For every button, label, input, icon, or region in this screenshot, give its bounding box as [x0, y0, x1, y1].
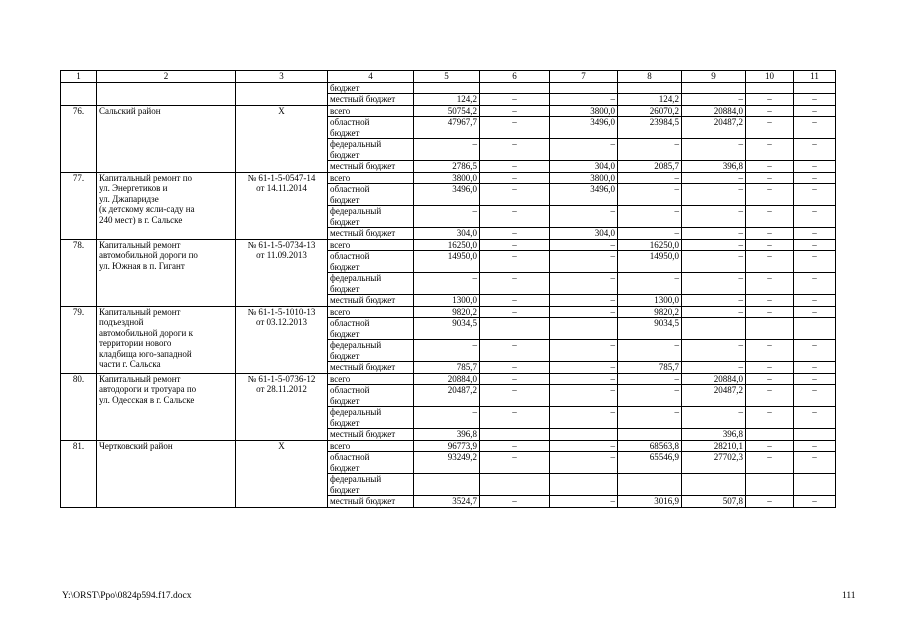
value-cell: 96773,9	[414, 440, 480, 452]
value-cell: 785,7	[618, 362, 682, 374]
funding-source-cell: местный бюджет	[328, 496, 414, 508]
funding-source-cell: областной бюджет	[328, 251, 414, 273]
value-cell: 785,7	[414, 362, 480, 374]
column-number-header: 8	[618, 71, 682, 83]
funding-source-cell: федеральный бюджет	[328, 206, 414, 228]
funding-source-cell: всего	[328, 440, 414, 452]
value-cell: –	[550, 239, 618, 251]
value-cell: –	[480, 161, 550, 173]
value-cell	[682, 474, 746, 496]
value-cell: –	[550, 206, 618, 228]
value-cell: –	[618, 172, 682, 184]
value-cell: –	[682, 206, 746, 228]
value-cell: –	[746, 306, 794, 318]
value-cell: –	[794, 184, 836, 206]
value-cell: 20884,0	[682, 105, 746, 117]
value-cell: 507,8	[682, 496, 746, 508]
object-name-cell: Капитальный ремонт автомобильной дороги по ул. Южная в п. Гигант	[97, 239, 236, 306]
value-cell: –	[550, 295, 618, 307]
value-cell: –	[480, 306, 550, 318]
value-cell: –	[480, 184, 550, 206]
object-name-cell	[97, 82, 236, 105]
object-name-cell: Капитальный ремонт подъездной автомобильной дороги к территории нового кладбища юго-западной части г. Сальска	[97, 306, 236, 373]
value-cell: –	[682, 295, 746, 307]
document-cell: Х	[236, 440, 328, 507]
value-cell: –	[682, 172, 746, 184]
value-cell: –	[550, 407, 618, 429]
value-cell: –	[480, 228, 550, 240]
value-cell: 20487,2	[682, 385, 746, 407]
value-cell: 9034,5	[618, 318, 682, 340]
value-cell: 16250,0	[618, 239, 682, 251]
value-cell: 3496,0	[550, 117, 618, 139]
value-cell: –	[480, 239, 550, 251]
value-cell	[414, 474, 480, 496]
value-cell: –	[550, 251, 618, 273]
value-cell: –	[550, 94, 618, 106]
object-name-cell: Сальский район	[97, 105, 236, 172]
value-cell: –	[550, 273, 618, 295]
value-cell: 68563,8	[618, 440, 682, 452]
column-number-header: 10	[746, 71, 794, 83]
value-cell: –	[682, 340, 746, 362]
value-cell: 14950,0	[414, 251, 480, 273]
value-cell: –	[746, 184, 794, 206]
funding-source-cell: местный бюджет	[328, 362, 414, 374]
value-cell: –	[480, 273, 550, 295]
value-cell: –	[618, 206, 682, 228]
value-cell: –	[746, 251, 794, 273]
value-cell: –	[480, 206, 550, 228]
funding-source-cell: всего	[328, 239, 414, 251]
value-cell: –	[480, 373, 550, 385]
value-cell: –	[550, 452, 618, 474]
table-row	[61, 440, 836, 452]
value-cell	[794, 318, 836, 340]
document-cell	[236, 82, 328, 105]
value-cell: 3016,9	[618, 496, 682, 508]
value-cell: 2085,7	[618, 161, 682, 173]
value-cell: 1300,0	[414, 295, 480, 307]
column-number-header: 7	[550, 71, 618, 83]
value-cell: –	[746, 440, 794, 452]
value-cell: 304,0	[550, 228, 618, 240]
value-cell: –	[794, 161, 836, 173]
value-cell: –	[794, 340, 836, 362]
value-cell: –	[682, 139, 746, 161]
value-cell: 124,2	[414, 94, 480, 106]
value-cell	[480, 474, 550, 496]
value-cell	[746, 474, 794, 496]
object-name-cell: Капитальный ремонт по ул. Энергетиков и ул. Джапаридзе (к детскому ясли-саду на 240 мест) в г. Сальске	[97, 172, 236, 239]
funding-source-cell: всего	[328, 172, 414, 184]
value-cell: 20487,2	[414, 385, 480, 407]
value-cell: 20487,2	[682, 117, 746, 139]
value-cell: –	[480, 452, 550, 474]
value-cell: –	[618, 385, 682, 407]
value-cell: 2786,5	[414, 161, 480, 173]
value-cell: 1300,0	[618, 295, 682, 307]
value-cell: –	[682, 306, 746, 318]
value-cell: –	[746, 373, 794, 385]
value-cell: 20884,0	[682, 373, 746, 385]
value-cell: –	[480, 385, 550, 407]
funding-source-cell: областной бюджет	[328, 117, 414, 139]
document-cell: № 61-1-5-0547-14 от 14.11.2014	[236, 172, 328, 239]
value-cell: 304,0	[550, 161, 618, 173]
value-cell: –	[794, 273, 836, 295]
value-cell: –	[794, 172, 836, 184]
value-cell: –	[618, 407, 682, 429]
value-cell: –	[480, 105, 550, 117]
value-cell: –	[480, 407, 550, 429]
funding-source-cell: федеральный бюджет	[328, 340, 414, 362]
value-cell: –	[794, 239, 836, 251]
value-cell: –	[794, 105, 836, 117]
value-cell: 93249,2	[414, 452, 480, 474]
value-cell	[480, 82, 550, 94]
value-cell: –	[618, 373, 682, 385]
value-cell: –	[480, 340, 550, 362]
value-cell: 9820,2	[618, 306, 682, 318]
funding-source-cell: местный бюджет	[328, 94, 414, 106]
value-cell: 396,8	[414, 429, 480, 441]
value-cell: –	[480, 139, 550, 161]
value-cell	[746, 318, 794, 340]
value-cell: 9034,5	[414, 318, 480, 340]
value-cell: –	[794, 440, 836, 452]
value-cell: 9820,2	[414, 306, 480, 318]
value-cell: –	[794, 94, 836, 106]
row-number-cell: 79.	[61, 306, 97, 373]
value-cell: –	[480, 496, 550, 508]
funding-source-cell: областной бюджет	[328, 385, 414, 407]
column-number-header: 3	[236, 71, 328, 83]
table-row	[61, 105, 836, 117]
value-cell: –	[414, 407, 480, 429]
value-cell: –	[480, 94, 550, 106]
value-cell: –	[550, 340, 618, 362]
row-number-cell: 81.	[61, 440, 97, 507]
value-cell: –	[414, 139, 480, 161]
value-cell: –	[794, 117, 836, 139]
value-cell: –	[746, 161, 794, 173]
table-row	[61, 82, 836, 94]
value-cell: –	[682, 94, 746, 106]
document-cell: № 61-1-5-0736-12 от 28.11.2012	[236, 373, 328, 440]
funding-source-cell: всего	[328, 373, 414, 385]
column-number-header: 6	[480, 71, 550, 83]
value-cell: –	[794, 306, 836, 318]
value-cell: –	[794, 452, 836, 474]
table-row	[61, 373, 836, 385]
budget-table	[60, 70, 836, 508]
document-cell: № 61-1-5-0734-13 от 11.09.2013	[236, 239, 328, 306]
value-cell	[682, 82, 746, 94]
value-cell	[682, 318, 746, 340]
value-cell: 47967,7	[414, 117, 480, 139]
funding-source-cell: всего	[328, 105, 414, 117]
document-cell: Х	[236, 105, 328, 172]
funding-source-cell: федеральный бюджет	[328, 273, 414, 295]
funding-source-cell: федеральный бюджет	[328, 139, 414, 161]
row-number-cell	[61, 82, 97, 105]
value-cell: –	[794, 373, 836, 385]
table-row	[61, 306, 836, 318]
value-cell: –	[550, 139, 618, 161]
funding-source-cell: областной бюджет	[328, 318, 414, 340]
value-cell: 28210,1	[682, 440, 746, 452]
funding-source-cell: местный бюджет	[328, 228, 414, 240]
funding-source-cell: областной бюджет	[328, 452, 414, 474]
funding-source-cell: областной бюджет	[328, 184, 414, 206]
value-cell: –	[746, 172, 794, 184]
value-cell: –	[794, 206, 836, 228]
value-cell	[618, 429, 682, 441]
row-number-cell: 77.	[61, 172, 97, 239]
header-row	[61, 71, 836, 83]
value-cell: –	[550, 496, 618, 508]
value-cell: –	[794, 139, 836, 161]
object-name-cell: Капитальный ремонт автодороги и тротуара по ул. Одесская в г. Сальске	[97, 373, 236, 440]
value-cell	[794, 429, 836, 441]
value-cell	[550, 82, 618, 94]
value-cell: 27702,3	[682, 452, 746, 474]
value-cell: –	[746, 228, 794, 240]
value-cell: –	[480, 251, 550, 273]
value-cell: –	[550, 385, 618, 407]
value-cell: 3800,0	[550, 105, 618, 117]
column-number-header: 5	[414, 71, 480, 83]
value-cell	[550, 318, 618, 340]
value-cell	[794, 474, 836, 496]
value-cell: 50754,2	[414, 105, 480, 117]
row-number-cell: 78.	[61, 239, 97, 306]
value-cell	[746, 82, 794, 94]
value-cell: –	[746, 385, 794, 407]
table-row	[61, 239, 836, 251]
value-cell: –	[480, 295, 550, 307]
value-cell: –	[794, 385, 836, 407]
value-cell: 124,2	[618, 94, 682, 106]
funding-source-cell: бюджет	[328, 82, 414, 94]
footer-file-path: Y:\ORST\Ppo\0824p594.f17.docx	[62, 591, 192, 601]
value-cell: –	[618, 228, 682, 240]
value-cell	[618, 474, 682, 496]
value-cell	[618, 82, 682, 94]
value-cell: –	[480, 117, 550, 139]
value-cell: –	[414, 340, 480, 362]
value-cell	[794, 82, 836, 94]
value-cell: –	[682, 239, 746, 251]
value-cell	[480, 429, 550, 441]
value-cell: 3800,0	[414, 172, 480, 184]
value-cell: –	[746, 139, 794, 161]
value-cell: 396,8	[682, 161, 746, 173]
funding-source-cell: местный бюджет	[328, 161, 414, 173]
table-row	[61, 172, 836, 184]
value-cell	[550, 474, 618, 496]
value-cell: –	[746, 105, 794, 117]
column-number-header: 9	[682, 71, 746, 83]
value-cell: 26070,2	[618, 105, 682, 117]
document-cell: № 61-1-5-1010-13 от 03.12.2013	[236, 306, 328, 373]
row-number-cell: 80.	[61, 373, 97, 440]
value-cell: –	[682, 362, 746, 374]
funding-source-cell: местный бюджет	[328, 429, 414, 441]
value-cell: –	[746, 117, 794, 139]
value-cell: –	[794, 295, 836, 307]
value-cell: –	[794, 496, 836, 508]
value-cell: –	[618, 184, 682, 206]
column-number-header: 11	[794, 71, 836, 83]
funding-source-cell: местный бюджет	[328, 295, 414, 307]
value-cell: –	[746, 407, 794, 429]
value-cell: –	[682, 251, 746, 273]
value-cell: –	[414, 273, 480, 295]
value-cell	[414, 82, 480, 94]
value-cell: –	[480, 440, 550, 452]
value-cell: 3524,7	[414, 496, 480, 508]
value-cell: –	[550, 362, 618, 374]
value-cell: –	[480, 172, 550, 184]
value-cell: –	[794, 407, 836, 429]
value-cell: –	[794, 251, 836, 273]
value-cell: 3496,0	[550, 184, 618, 206]
value-cell	[480, 318, 550, 340]
value-cell: –	[746, 340, 794, 362]
value-cell: –	[550, 306, 618, 318]
funding-source-cell: всего	[328, 306, 414, 318]
value-cell: –	[746, 452, 794, 474]
value-cell: –	[414, 206, 480, 228]
value-cell: 396,8	[682, 429, 746, 441]
value-cell: –	[794, 362, 836, 374]
value-cell: 23984,5	[618, 117, 682, 139]
column-number-header: 2	[97, 71, 236, 83]
value-cell: –	[746, 362, 794, 374]
value-cell: 14950,0	[618, 251, 682, 273]
value-cell: –	[746, 206, 794, 228]
value-cell	[550, 429, 618, 441]
value-cell: –	[746, 94, 794, 106]
value-cell: 3800,0	[550, 172, 618, 184]
value-cell: 3496,0	[414, 184, 480, 206]
value-cell: –	[618, 273, 682, 295]
value-cell: –	[746, 496, 794, 508]
value-cell: –	[618, 340, 682, 362]
value-cell: –	[550, 373, 618, 385]
value-cell: –	[682, 273, 746, 295]
value-cell: –	[746, 273, 794, 295]
value-cell	[746, 429, 794, 441]
column-number-header: 4	[328, 71, 414, 83]
page-number: 111	[842, 591, 856, 601]
column-number-header: 1	[61, 71, 97, 83]
value-cell: –	[550, 440, 618, 452]
funding-source-cell: федеральный бюджет	[328, 474, 414, 496]
value-cell: 65546,9	[618, 452, 682, 474]
value-cell: –	[794, 228, 836, 240]
row-number-cell: 76.	[61, 105, 97, 172]
value-cell: –	[682, 184, 746, 206]
value-cell: –	[618, 139, 682, 161]
value-cell: –	[682, 228, 746, 240]
value-cell: 304,0	[414, 228, 480, 240]
value-cell: –	[480, 362, 550, 374]
value-cell: 20884,0	[414, 373, 480, 385]
funding-source-cell: федеральный бюджет	[328, 407, 414, 429]
value-cell: –	[746, 239, 794, 251]
value-cell: –	[682, 407, 746, 429]
value-cell: 16250,0	[414, 239, 480, 251]
object-name-cell: Чертковский район	[97, 440, 236, 507]
value-cell: –	[746, 295, 794, 307]
